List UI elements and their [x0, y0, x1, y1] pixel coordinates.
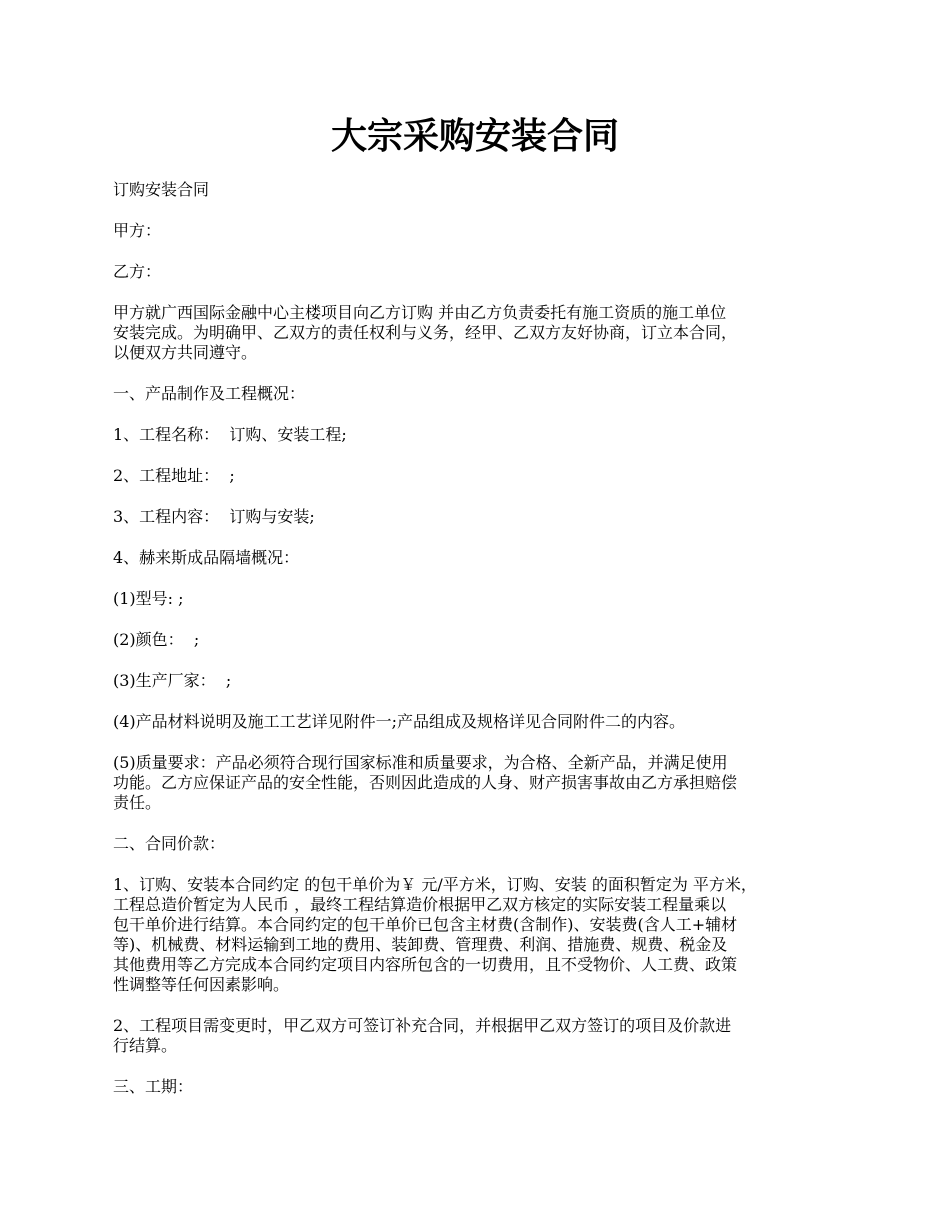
paragraph-manufacturer: (3)生产厂家： ; [113, 671, 232, 690]
paragraph-preamble: 甲方就广西国际金融中心主楼项目向乙方订购 并由乙方负责委托有施工资质的施工单位 安装完成。为明确甲、乙双方的责任权利与义务，经甲、乙双方友好协商，订立本合同， 以便双方共同遵守。 [113, 303, 738, 362]
section-heading-schedule: 三、工期： [113, 1077, 194, 1096]
section-heading-price: 二、合同价款： [113, 834, 226, 853]
paragraph-project-name: 1、工程名称： 订购、安装工程; [113, 425, 347, 444]
paragraph-price-terms: 1、订购、安装本合同约定 的包干单价为￥ 元/平方米，订购、安装 的面积暂定为 平方米， 工程总造价暂定为人民币 ，最终工程结算造价根据甲乙双方核定的实际安装工程量乘以 包干单价进行结算。本合同约定的包干单价已包含主材费(含制作)、安装费(含人工+辅材 等)、机械费、材料运输到工地的费用、装卸费、管理费、利润、措施费、规费、税金及 其他费用等乙方完成本合同约定项目内容所包含的一切费用，且不受物价、人工费、政策 性调整等任何因素影响。 [113, 875, 757, 994]
document-title: 大宗采购安装合同 [330, 115, 619, 157]
paragraph-heading-contract: 订购安装合同 [113, 180, 210, 199]
paragraph-quality: (5)质量要求：产品必须符合现行国家标准和质量要求，为合格、全新产品，并满足使用 功能。乙方应保证产品的安全性能，否则因此造成的人身、财产损害事故由乙方承担赔偿 责任。 [113, 753, 738, 812]
paragraph-changes: 2、工程项目需变更时，甲乙双方可签订补充合同，并根据甲乙双方签订的项目及价款进 行结算。 [113, 1016, 732, 1055]
paragraph-partition-overview: 4、赫来斯成品隔墙概况： [113, 548, 300, 567]
paragraph-party-b: 乙方： [113, 262, 162, 281]
paragraph-materials: (4)产品材料说明及施工工艺详见附件一;产品组成及规格详见合同附件二的内容。 [113, 712, 686, 731]
paragraph-party-a: 甲方： [113, 221, 162, 240]
paragraph-color: (2)颜色： ; [113, 630, 200, 649]
paragraph-project-address: 2、工程地址： ; [113, 466, 235, 485]
paragraph-model: (1)型号: ; [113, 589, 184, 608]
document-body [113, 180, 848, 1118]
section-heading-overview: 一、产品制作及工程概况： [113, 384, 306, 403]
paragraph-project-content: 3、工程内容： 订购与安装; [113, 507, 315, 526]
